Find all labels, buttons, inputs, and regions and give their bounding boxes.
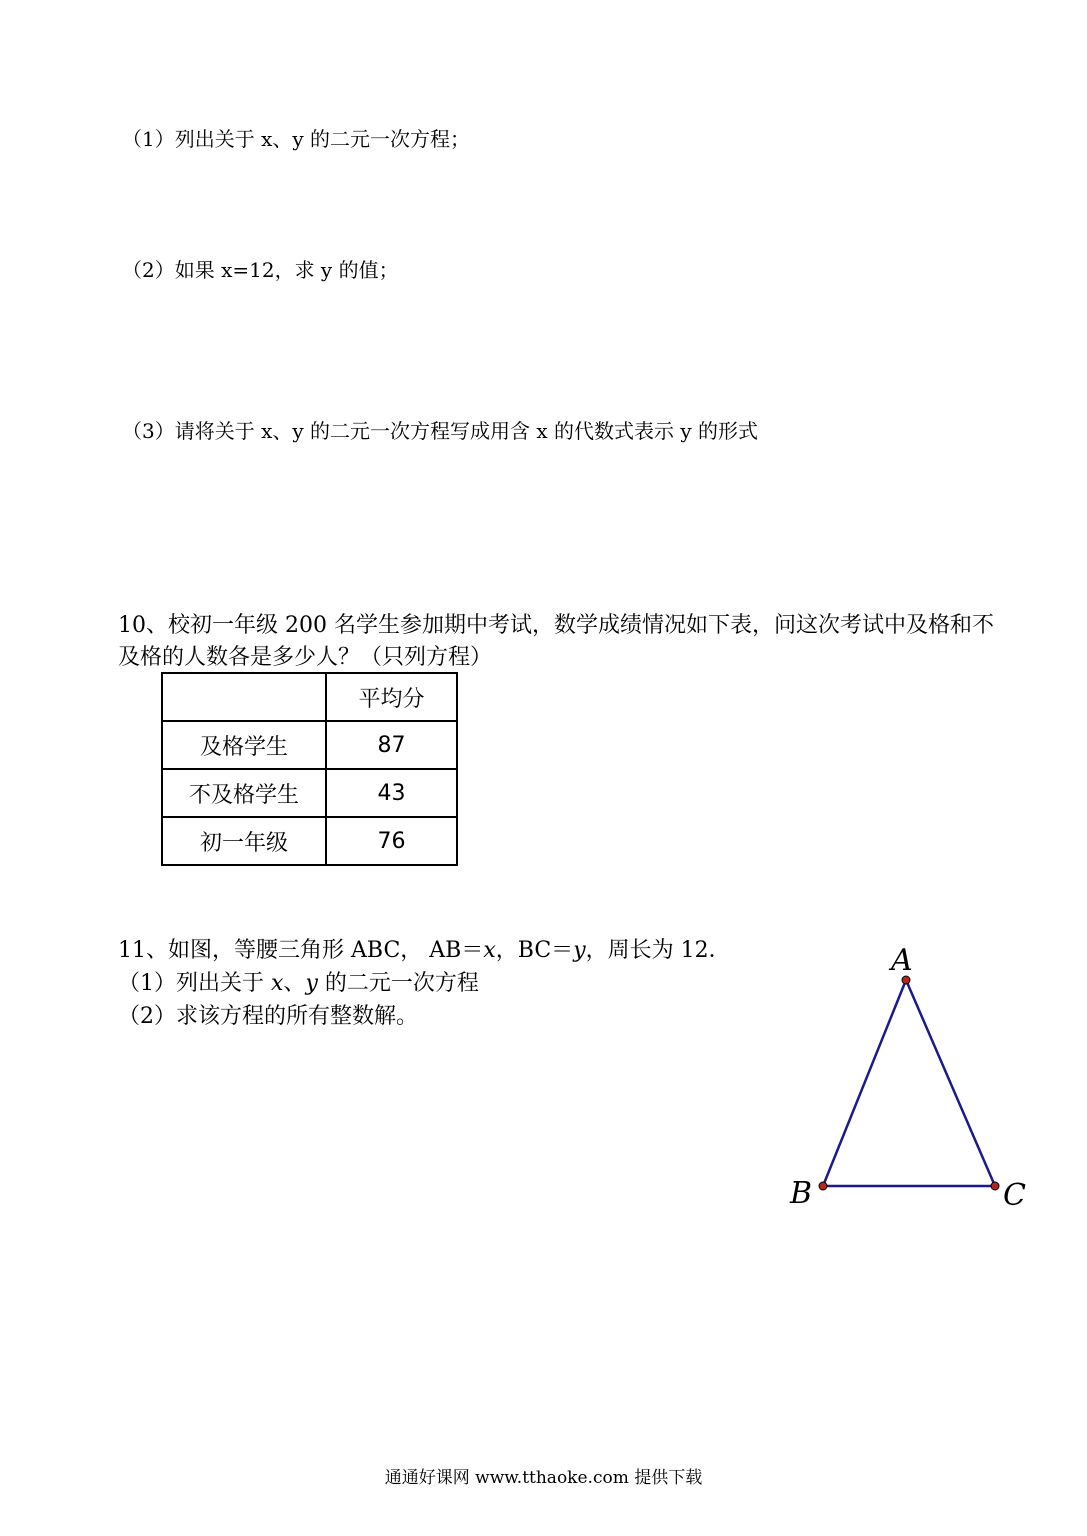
- q11-text-b: ，BC＝: [495, 938, 574, 963]
- q11-text-a: 11、如图，等腰三角形 ABC， AB＝: [118, 938, 484, 963]
- table-row: [162, 769, 457, 817]
- var-x: x: [483, 938, 496, 963]
- vertex-b-label: B: [790, 1176, 813, 1211]
- q9-part3: （3）请将关于 x、y 的二元一次方程写成用含 x 的代数式表示 y 的形式: [122, 419, 759, 443]
- vertex-b-point: [819, 1182, 827, 1190]
- table-row: [162, 721, 457, 769]
- var-y: y: [573, 938, 586, 963]
- table-cell: 87: [326, 721, 457, 769]
- q10-text-line2: 及格的人数各是多少人？（只列方程）: [118, 645, 493, 670]
- table-header-row: [162, 673, 457, 721]
- footer-text: 通通好课网 www.tthaoke.com 提供下载: [384, 1468, 703, 1488]
- q10-text-line1: 10、校初一年级 200 名学生参加期中考试，数学成绩情况如下表，问这次考试中及格和不: [118, 613, 994, 638]
- side-ac: [906, 980, 995, 1186]
- var-x: x: [271, 971, 284, 996]
- table-row: [162, 817, 457, 865]
- q11-part1-b: 、: [283, 971, 306, 996]
- triangle-figure: [780, 935, 1040, 1225]
- side-ab: [823, 980, 906, 1186]
- table-cell: [162, 673, 326, 721]
- vertex-c-point: [991, 1182, 999, 1190]
- q9-part2: （2）如果 x=12，求 y 的值；: [122, 258, 399, 282]
- q9-part1: （1）列出关于 x、y 的二元一次方程；: [122, 127, 471, 151]
- q11-part2: （2）求该方程的所有整数解。: [118, 1004, 418, 1029]
- table-cell: 初一年级: [162, 817, 326, 865]
- score-table: [161, 672, 458, 866]
- q11-part1: [118, 966, 479, 997]
- vertex-a-label: A: [891, 943, 913, 978]
- var-y: y: [305, 971, 318, 996]
- q11-text-c: ，周长为 12．: [585, 938, 731, 963]
- table-cell: 76: [326, 817, 457, 865]
- table-cell: 不及格学生: [162, 769, 326, 817]
- table-header-cell: 平均分: [326, 673, 457, 721]
- vertex-c-label: C: [1003, 1178, 1026, 1213]
- table-cell: 43: [326, 769, 457, 817]
- q11-part1-a: （1）列出关于: [118, 971, 271, 996]
- q11-part1-c: 的二元一次方程: [317, 971, 479, 996]
- table-cell: 及格学生: [162, 721, 326, 769]
- q11-text-line1: [118, 933, 731, 964]
